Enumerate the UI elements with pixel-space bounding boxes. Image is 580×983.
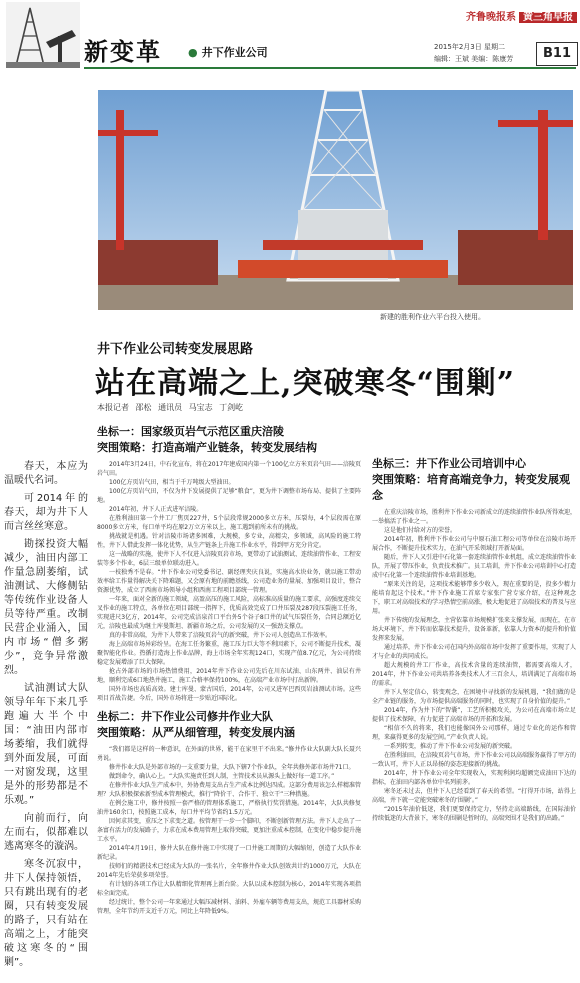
sidebar-paragraph: 试油测试大队领导年年下来几乎跑遍大半个中国：“油田内部市场萎缩，我们就得到外面发展，可面一对窗发现，这里是外的形势都是不乐观。” [4, 683, 88, 806]
sidebar-paragraph: 勘探投资大幅减少，油田内部工作量急剧萎缩，试油测试、大修侧钻等传统作业设备人员等待严重。改制民营企业涌入，国内市场“僧多粥少”，竞争异常激烈。 [4, 539, 88, 676]
oil-derrick-icon [6, 2, 80, 68]
section-marker: 坐标二：井下作业公司修井作业大队 [97, 710, 273, 723]
body-paragraph: 在胜利油田第一个井工厂焦页227井，5个层段常规2000多立方米，压裂每，4个层段需在原8000多立方米，每口单平均在原2万立方米以上，施工遇到前所未有的挑战。 [97, 515, 361, 531]
body-paragraph: 国外市场也高质高效。建士库曼、蒙古国后，2014年，公司又进军巴西页岩油测试市场。这些项目首战告捷。今后，国外市场将进一步贴近国际化。 [97, 686, 361, 702]
issue-date: 2015年2月3日 星期二 [434, 43, 505, 51]
body-paragraph: “2015年油价低迷，我们更要保持定力，坚持走高端路线，在国际油价持续低迷的大背景下，寒冬的围剿是暂时的，高端突围才是我们的出路。” [372, 806, 576, 822]
body-paragraph: 通过培养，井下作业公司在国内外高端市场中发挥了重要作用，实现了人才与企业的共同成长。 [372, 644, 577, 660]
body-paragraph: 100亿方页岩气田，不仅为井下发展提供了足够“粮食”，更为井下调整市场布局、提供了主要阵地。 [97, 488, 361, 504]
bullet-icon: ● [188, 46, 198, 59]
section-title: 新变革 [84, 37, 162, 66]
body-paragraph: 随后，井下人又引进中石化第一套连续油管作业机组，成立连续油管作业队，开展了带压作业，负责技术推广。员工培训，井下作业公司培训中心打造成中石化第一个连续油管作业培训基地。 [372, 554, 577, 579]
body-paragraph: “相信不久的将来，我们也能像国外公司那样，通过专业化的运作和管理，来赢得更多的发展空间。”产业负责人说。 [372, 725, 576, 741]
section-subtitle-text: 井下作业公司 [201, 46, 268, 59]
section-one [97, 424, 361, 703]
sidebar-paragraph: 可2014年的春天，却为井下人而言丝丝寒意。 [4, 493, 88, 532]
body-paragraph: 有计划的各项工作让大队精细化管理再上新台阶。大队以成本控制为核心，2014年实现各项指标全面完成。 [97, 881, 361, 897]
main-column [97, 424, 361, 916]
rig-photo [98, 90, 573, 310]
newspaper-logo [466, 8, 577, 23]
body-paragraph: 抢占外部市场的市场热情费用，2014年井下作业公司先后在川东试油、山东两井、油层有井地，顺利完成6口地热井施工，施工合格率保持100%，在高端产业市场中打出新牌。 [97, 668, 361, 684]
editor-credits: 编辑：王斌 美编：陈康芳 [434, 55, 514, 63]
section-two [97, 709, 361, 916]
right-column [372, 456, 576, 823]
header-rule [84, 67, 576, 69]
body-paragraph: 井下传统的发展理念，主营依靠市场规模扩张来支撑发展，而现在，在市场大环境下，井下转而依靠技术提升，设备革新，依靠人力资本的提升和价值发挥来发展。 [372, 617, 577, 642]
body-paragraph: 寒冬还未过去，但井下人已经看到了春天的希望。“打得开市场，站得上高端，井下就一定能突破寒冬的‘围剿’。” [372, 788, 576, 804]
body-paragraph: 在例会施工中，修井按照一套严格的管理体系施工，严格执行奖罚措施。2014年，大队共修复油井160余口，按照施工成本，每口井平均节省约1.5万元。 [97, 800, 361, 816]
body-paragraph: 做到命令，确认心上。“大队实施责任到人制，主管技术员从源头上做好每一道工序。” [109, 773, 335, 780]
article-headline: 站在高端之上,突破寒冬“围剿” [95, 366, 515, 401]
body-paragraph: 一年来，面对全新的施工领域，高盈高压的施工风险，高标准高质量的施工要求，高强度连续交叉作业的施工特点，各单位在项目部统一指挥下，优质高效完成了口井压裂及287段压裂施工任务，实现进尺3亿方，2014年，公司完成涪泉首口平台外5个谷子8口井的试气压裂任务，合同总额近亿元，涪陵也最成为继土库曼斯坦、新疆市场之后，公司发展的又一强劲支撑点。 [97, 596, 362, 630]
body-paragraph: 井下人坚定信心，转变观念，在困境中寻找新的发展机遇，“我们做的是全产业链的服务，为市场提供高端服务的同时，也实现了自身价值的提升。” [372, 689, 576, 705]
section-marker: 坐标三：井下作业公司培训中心 [372, 457, 526, 470]
body-paragraph: “原来关注的是，这项技术能够带多少收入，现在重要的是，投多少精力能培育起这个技术。”井下作业施工首席专家张广营专家介绍，在这种观念下，职工对高端技术的学习热情空前高涨，极大地促进了高端技术的普及与应用。 [372, 581, 577, 615]
body-paragraph: 真的非常高端，为井下人带来了涪陵页岩气的新突破，井下公司人创造出工作效率。 [109, 632, 332, 639]
article-byline: 本报记者 邵松 通讯员 马宝志 丁剑屹 [97, 403, 244, 412]
body-paragraph: 2014年4月19日，修井大队在修井施工中实现了一口井施工周期的大幅缩短，创造了大队作业新纪录。 [97, 845, 361, 861]
body-paragraph: 海上高端市场异彩纷呈。在海工任务繁重，施工压力巨大等不利因素下，公司不断提升技术，凝聚智能化作业。热循打造海上作业品牌，海上市场全年实现124口，实现产值8.7亿元，为公司持续稳定发展增添了巨大保障。 [97, 641, 362, 666]
body-paragraph: 100亿方页岩气田，相当于千万吨级大型油田。 [109, 479, 235, 486]
page-header [0, 0, 580, 72]
body-paragraph: 2014年初，胜利井下作业公司与中原石油工程公司等单位在涪陵市场开展合作，不断提升技术实力，在油气开采领域打开新局面。 [372, 536, 576, 552]
section-strategy: 突围策略：从严从细管理，转变发展内涵 [97, 726, 295, 739]
body-paragraph: 经过统计，整个公司一年来通过大幅压减材料、油料、外雇车辆等费用支出，规范工具器材采购管理，全年节约开支近千万元，同比上年降低9%。 [97, 899, 362, 915]
body-paragraph: 挑战就是机遇。针对涪陵市场诸多困难，大规模，多专业，高精尖，多领域，高风险的施工特性，井下人借此发挥一体化优势，从生产链条上升施工作业水平，得到甲方充分肯定。 [97, 533, 361, 549]
body-paragraph: 这是他们付给对方的荣誉。 [384, 527, 457, 534]
logo-tag: 黄三角早报 [519, 12, 577, 23]
body-paragraph: 2014年，井下作业公司全年实现收入，实现利润均超额完成油田下达的指标，在油田内部各单位中名列前茅。 [372, 770, 576, 786]
section-strategy: 突围策略：培育高端竞争力，转变发展观念 [372, 473, 570, 502]
page-number: B11 [536, 42, 578, 66]
logo-series: 系 [506, 12, 516, 23]
sidebar-paragraph: 向前而行，向左而右，似都难以逃离寒冬的漩涡。 [4, 813, 88, 852]
rig-photo-image [98, 90, 573, 310]
body-paragraph: 这一战略的实施，使井下人不仅进入涪陵页岩市场，更带动了试油测试、连续油管作业、工程安装等多个作业，6层三级单位联动进入。 [97, 551, 362, 567]
body-paragraph: 2014年初，井下人正式进军涪陵。 [109, 506, 203, 513]
body-paragraph: 2014年3月24日，中石化宣布，将在2017年建成国内第一个100亿立方米页岩气田——涪陵页岩气田。 [97, 461, 361, 477]
sidebar-paragraph: 春天，本应为温暖代名词。 [4, 461, 88, 486]
body-paragraph: 修井作业大队是外部市场的一支重要力量，大队下辖7个作业队，全年共修外部市场井71口。 [109, 764, 355, 771]
body-paragraph: 一枝独秀不是春。“井下作业公司党委书记、副经理夹庆良说，实施高水块业务，就以施工带动效率给工作量得解决关下降难题，又会原有地的前瞻基线，公司造业务的量展、加强项目设计，整合资源优势，成立了西南市场领导小组和西南工程项目部统一管理。 [97, 569, 362, 594]
body-paragraph: 超大规模的井工厂作业，高技术含量的连续油管，都需要高端人才，2014年，井下作业公司共培养各类技术人才三百余人，培训满足了高端市场的需求。 [372, 662, 576, 687]
body-paragraph: 在胜利油田，在涪陵页岩气市场，井下作业公司以高端服务赢得了甲方的一致认可，井下人正以昂扬的姿态迎接新的挑战。 [372, 752, 577, 768]
section-subtitle [188, 44, 268, 60]
photo-caption: 新建的胜利作业六平台投入使用。 [380, 313, 485, 321]
body-paragraph: 一系列转变，推动了井下作业公司发展的新突破。 [384, 743, 517, 750]
body-paragraph: 因何求其变，重压之下求变之道。按管理干一步一个脚印，不断创新管理方法。井下人走出了一条富有活力的发展路子，力求在成本费用管理上取得突破，更加注重成本控制，在变化中稳步提升施工水平。 [97, 818, 362, 843]
logo-name: 齐鲁晚报 [466, 12, 506, 23]
section-strategy: 突围策略：打造高端产业链条，转变发展结构 [97, 441, 317, 454]
sidebar-column [4, 460, 88, 974]
sidebar-paragraph: 寒冬沉寂中，井下人保持领悟，只有跳出现有的老圈，只有转变发展的路子，只有站在高端之上，才能突破这寒冬的“围剿”。 [4, 859, 88, 968]
body-paragraph: “我们都是这样的一种意识，在外面的世界，能干在家里干不出来。”修井作业大队副大队长聂兴勇说。 [97, 746, 361, 762]
body-paragraph: 2014年，作为井下的“智囊”，工艺所积极攻关，为公司在高端市场立足提供了技术保障，有力促进了高端市场的开拓和发展。 [372, 707, 576, 723]
section-marker: 坐标一：国家级页岩气示范区重庆涪陵 [97, 425, 284, 438]
article-kicker: 井下作业公司转变发展思路 [97, 342, 254, 357]
body-paragraph: 在修井作业大队生产成本中，外协费用支出占生产成本比例达四成。这部分费用该怎么样精准管理？大队积极探索新型成本管理模式，推行“降价干、合作干、独立干”三种措施。 [97, 782, 362, 798]
body-paragraph: 技师们的精湛技术已经成为大队的一张名片，全年修井作业大队创效共计约1000万元，大队在2014年先后荣获多项荣誉。 [97, 863, 361, 879]
body-paragraph: 在重庆涪陵市场，胜利井下作业公司新成立的连续油管作业队所得欢迎，一举搞活了作业之一。 [372, 509, 577, 525]
